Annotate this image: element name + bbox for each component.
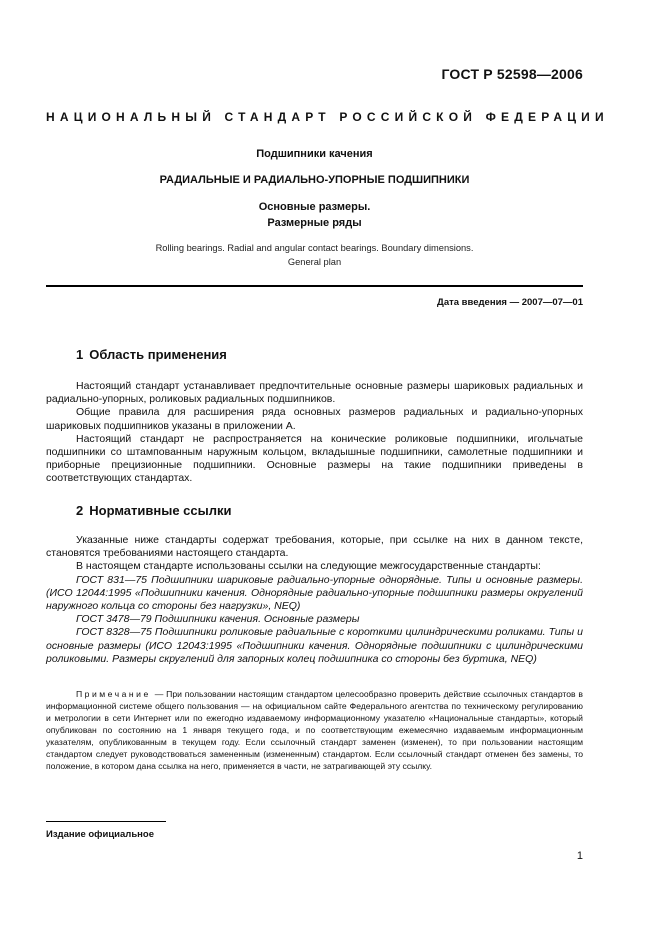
section-2-number: 2 [76,503,84,518]
reference-item: ГОСТ 831—75 Подшипники шариковые радиально-упорные однорядные. Типы и основные размеры. (ИСО 12044:1995 «Подшипники качения. Однорядные радиально-упорные подшипники размеры округлений наружного кольца со стороны без нагрузки», NEQ) [46,573,583,613]
footer-divider [46,821,166,822]
section-1-heading [76,347,227,362]
paragraph: Общие правила для расширения ряда основных размеров радиальных и радиально-упорных шариковых подшипников указаны в приложении А. [46,406,583,432]
note-label: Примечание [76,689,151,699]
national-standard-banner: НАЦИОНАЛЬНЫЙ СТАНДАРТ РОССИЙСКОЙ ФЕДЕРАЦИИ [46,110,609,124]
english-title-line-2: General plan [287,257,342,267]
section-1-body [46,380,583,486]
paragraph: Указанные ниже стандарты содержат требования, которые, при ссылке на них в данном тексте, становятся требованиями настоящего стандарта. [46,534,583,560]
title-line-1: Основные размеры. [258,201,371,213]
note-block [46,688,583,772]
paragraph: В настоящем стандарте использованы ссылки на следующие межгосударственные стандарты: [76,560,541,573]
title-divider [46,285,583,287]
english-title [46,241,583,269]
english-title-line-1: Rolling bearings. Radial and angular contact bearings. Boundary dimensions. [155,243,474,253]
title-line-2: Размерные ряды [267,217,362,229]
introduction-date: Дата введения — 2007—07—01 [437,297,583,308]
section-2-body [46,534,583,666]
section-1-title: Область применения [89,347,227,362]
document-number: ГОСТ Р 52598—2006 [441,66,583,82]
paragraph: Настоящий стандарт не распространяется на конические роликовые подшипники, игольчатые подшипники со штампованным наружным кольцом, вкладышные подшипники, самолетные подшипники и приборные прецизионные подшипники. Основные размеры на такие подшипники приведены в соответствующих стандартах. [46,432,583,485]
document-title-detail [46,199,583,231]
document-subtitle: Подшипники качения [256,148,373,160]
section-1-number: 1 [76,347,84,362]
edition-label: Издание официальное [46,829,154,840]
page-number: 1 [576,850,583,862]
section-2-heading [76,503,231,518]
reference-item: ГОСТ 8328—75 Подшипники роликовые радиальные с короткими цилиндрическими роликами. Типы и основные размеры (ИСО 12043:1995 «Подшипники качения. Однорядные подшипники с цилиндрическими роликовыми. Размеры скруглений для запорных колец подшипника со стороны без буртика, NEQ) [46,626,583,665]
reference-item: ГОСТ 3478—79 Подшипники качения. Основные размеры [76,613,360,626]
paragraph: Настоящий стандарт устанавливает предпочтительные основные размеры шариковых радиальных и радиально-упорных, роликовых радиальных подшипников. [46,380,583,406]
note-text: — При пользовании настоящим стандартом целесообразно проверить действие ссылочных стандартов в информационной системе общего пользования — на официальном сайте Федерального агентства по техническому регулированию и метрологии в сети Интернет или по ежегодно издаваемому информационному указателю «Национальные стандарты», который опубликован по состоянию на 1 января текущего года, и по соответствующим ежемесячно издаваемым информационным указателям, опубликованным в текущем году. Если ссылочный стандарт заменен (изменен), то при пользовании настоящим стандартом следует руководствоваться замененным (измененным) стандартом. Если ссылочный стандарт отменен без замены, то положение, в котором дана ссылка на него, применяется в части, не затрагивающей эту ссылку. [46,689,583,771]
document-title: РАДИАЛЬНЫЕ И РАДИАЛЬНО-УПОРНЫЕ ПОДШИПНИКИ [159,174,470,186]
section-2-title: Нормативные ссылки [89,503,232,518]
